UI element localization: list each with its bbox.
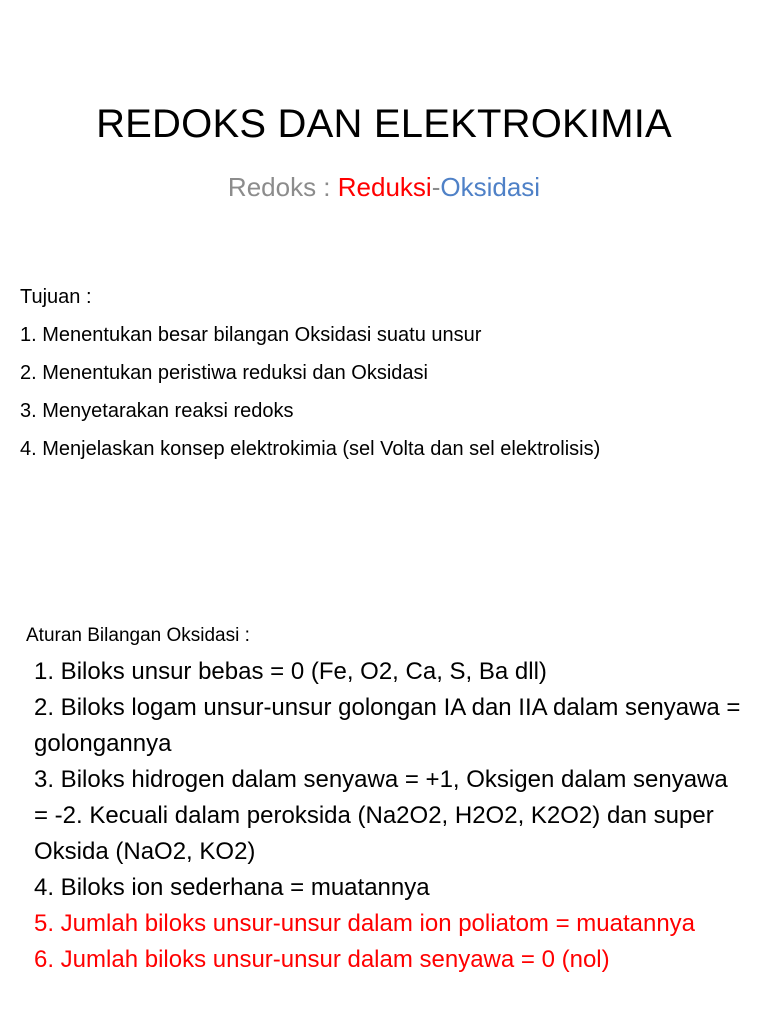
- goals-section: [20, 278, 760, 468]
- rule-item: 4. Biloks ion sederhana = muatannya: [34, 874, 430, 901]
- subtitle-oksidasi: Oksidasi: [440, 172, 541, 202]
- goals-heading: Tujuan :: [20, 286, 92, 308]
- subtitle-prefix: Redoks :: [227, 172, 338, 202]
- goal-item: 3. Menyetarakan reaksi redoks: [20, 400, 294, 422]
- rule-item-highlight: 5. Jumlah biloks unsur-unsur dalam ion poliatom = muatannya: [34, 910, 696, 937]
- goal-item: 1. Menentukan besar bilangan Oksidasi suatu unsur: [20, 324, 482, 346]
- rules-heading: Aturan Bilangan Oksidasi :: [26, 625, 250, 646]
- goal-item: 2. Menentukan peristiwa reduksi dan Oksidasi: [20, 362, 428, 384]
- rule-item: 3. Biloks hidrogen dalam senyawa = +1, Oksigen dalam senyawa = -2. Kecuali dalam peroksida (Na2O2, H2O2, K2O2) dan super Oksida (NaO2, KO2): [34, 766, 728, 865]
- rules-section: [26, 620, 742, 978]
- subtitle-dash: -: [431, 172, 441, 202]
- subtitle-reduksi: Reduksi: [337, 172, 432, 202]
- rule-item: 1. Biloks unsur bebas = 0 (Fe, O2, Ca, S, Ba dll): [34, 658, 547, 685]
- rule-item: 2. Biloks logam unsur-unsur golongan IA dan IIA dalam senyawa = golongannya: [34, 694, 741, 757]
- slide-subtitle: [0, 168, 768, 206]
- goal-item: 4. Menjelaskan konsep elektrokimia (sel Volta dan sel elektrolisis): [20, 438, 601, 460]
- rule-item-highlight: 6. Jumlah biloks unsur-unsur dalam senyawa = 0 (nol): [34, 946, 610, 973]
- slide-title: REDOKS DAN ELEKTROKIMIA: [96, 102, 672, 146]
